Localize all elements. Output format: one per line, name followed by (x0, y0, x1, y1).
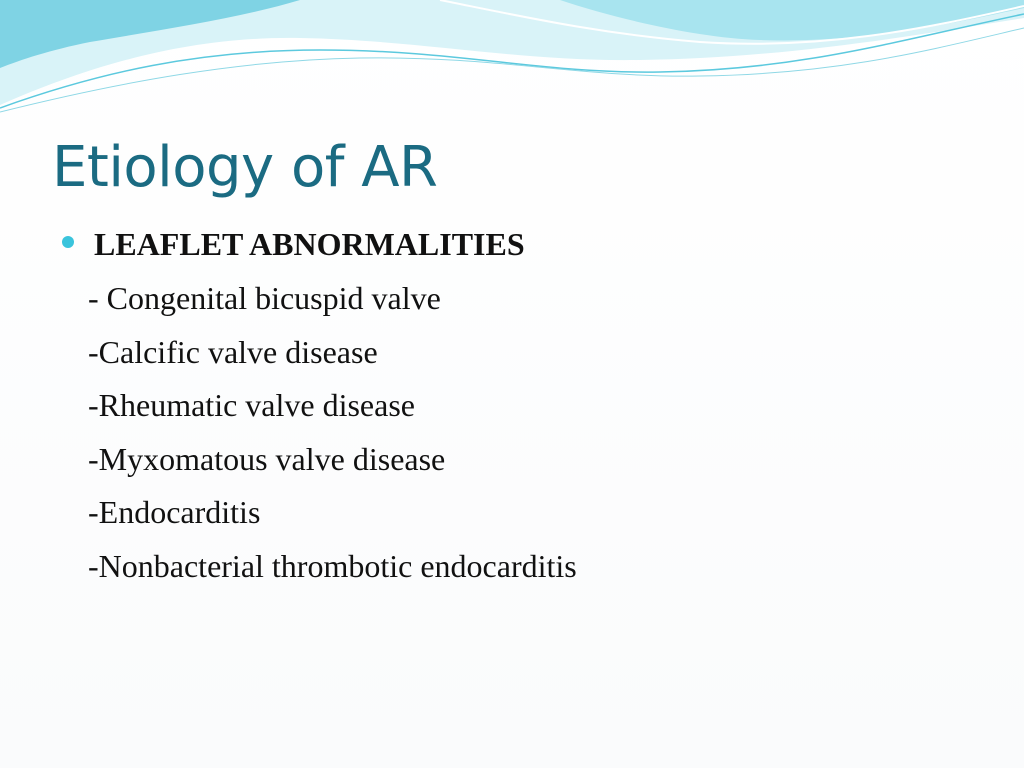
list-item-2: -Calcific valve disease (80, 333, 378, 370)
bullet-dot-icon (62, 236, 74, 248)
header-wave-decoration (0, 0, 1024, 120)
list-item-4: -Myxomatous valve disease (80, 440, 446, 477)
list-item-5: -Endocarditis (80, 494, 261, 530)
bullet-heading-row (60, 220, 960, 272)
slide-title: Etiology of AR (52, 135, 438, 200)
list-item-3: -Rheumatic valve disease (80, 387, 415, 423)
list-item-6: -Nonbacterial thrombotic endocarditis (80, 547, 577, 584)
list-item-1: - Congenital bicuspid valve (80, 280, 441, 316)
slide-content (60, 220, 960, 593)
section-heading: LEAFLET ABNORMALITIES (94, 226, 525, 262)
